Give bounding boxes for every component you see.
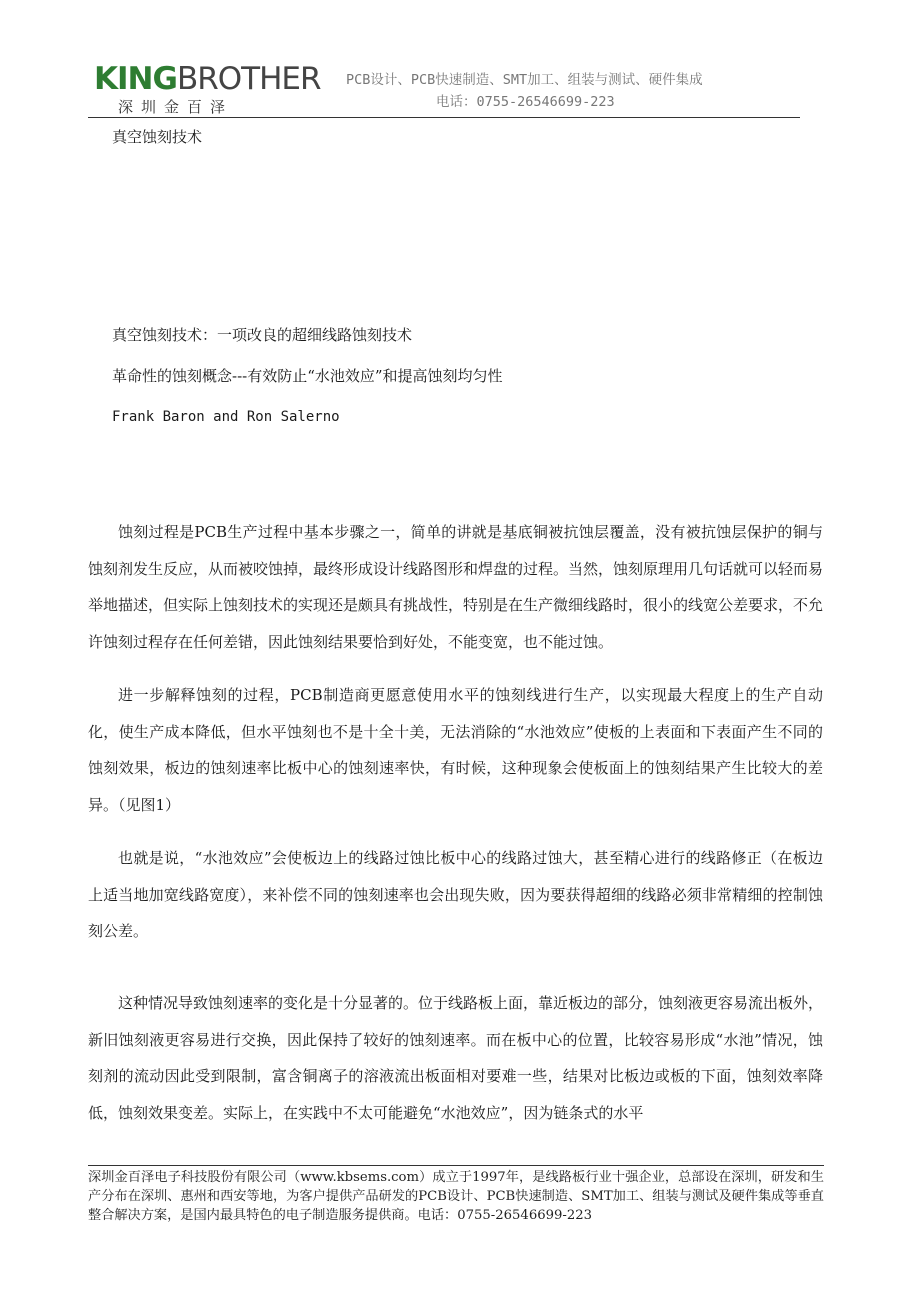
paragraph-1: 蚀刻过程是PCB生产过程中基本步骤之一，简单的讲就是基底铜被抗蚀层覆盖，没有被抗蚀层保护的铜与蚀刻剂发生反应，从而被咬蚀掉，最终形成设计线路图形和焊盘的过程。当然，蚀刻原理用几句话就可以轻而易举地描述，但实际上蚀刻技术的实现还是颇具有挑战性，特别是在生产微细线路时，很小的线宽公差要求，不允许蚀刻过程存在任何差错，因此蚀刻结果要恰到好处，不能变宽，也不能过蚀。 (88, 523, 824, 651)
paragraph-3: 也就是说，“水池效应”会使板边上的线路过蚀比板中心的线路过蚀大，甚至精心进行的线路修正（在板边上适当地加宽线路宽度），来补偿不同的蚀刻速率也会出现失败，因为要获得超细的线路必须非常精细的控制蚀刻公差。 (88, 849, 823, 940)
logo-chinese-name: 深圳金百泽 (118, 98, 234, 116)
document-short-title: 真空蚀刻技术 (112, 128, 203, 146)
footer-divider (88, 1165, 824, 1166)
document-authors: Frank Baron and Ron Salerno (112, 409, 340, 425)
header-phone: 电话：0755-26546699-223 (436, 94, 615, 110)
logo-king-text: KING (94, 61, 177, 97)
page-header (0, 0, 920, 120)
logo-brother-text: BROTHER (176, 61, 321, 97)
document-title: 真空蚀刻技术：一项改良的超细线路蚀刻技术 (112, 326, 413, 344)
header-divider (88, 117, 800, 118)
footer-company-info: 深圳金百泽电子科技股份有限公司（www.kbsems.com）成立于1997年，是线路板行业十强企业，总部设在深圳，研发和生产分布在深圳、惠州和西安等地，为客户提供产品研发的PCB设计、PCB快速制造、SMT加工、组装与测试及硬件集成等垂直整合解决方案，是国内最具特色的电子制造服务提供商。电话：0755-26546699-223 (88, 1170, 824, 1223)
document-subtitle: 革命性的蚀刻概念---有效防止“水池效应”和提高蚀刻均匀性 (112, 367, 503, 385)
paragraph-2: 进一步解释蚀刻的过程，PCB制造商更愿意使用水平的蚀刻线进行生产，以实现最大程度上的生产自动化，使生产成本降低，但水平蚀刻也不是十全十美，无法消除的“水池效应”使板的上表面和下表面产生不同的蚀刻效果，板边的蚀刻速率比板中心的蚀刻速率快，有时候，这种现象会使板面上的蚀刻结果产生比较大的差异。（见图1） (88, 686, 823, 814)
header-services: PCB设计、PCB快速制造、SMT加工、组装与测试、硬件集成 (346, 72, 703, 88)
company-logo (94, 62, 321, 96)
paragraph-4: 这种情况导致蚀刻速率的变化是十分显著的。位于线路板上面，靠近板边的部分，蚀刻液更容易流出板外，新旧蚀刻液更容易进行交换，因此保持了较好的蚀刻速率。而在板中心的位置，比较容易形成“水池”情况，蚀刻剂的流动因此受到限制，富含铜离子的溶液流出板面相对要难一些，结果对比板边或板的下面，蚀刻效率降低，蚀刻效果变差。实际上，在实践中不太可能避免“水池效应”，因为链条式的水平 (88, 994, 824, 1122)
